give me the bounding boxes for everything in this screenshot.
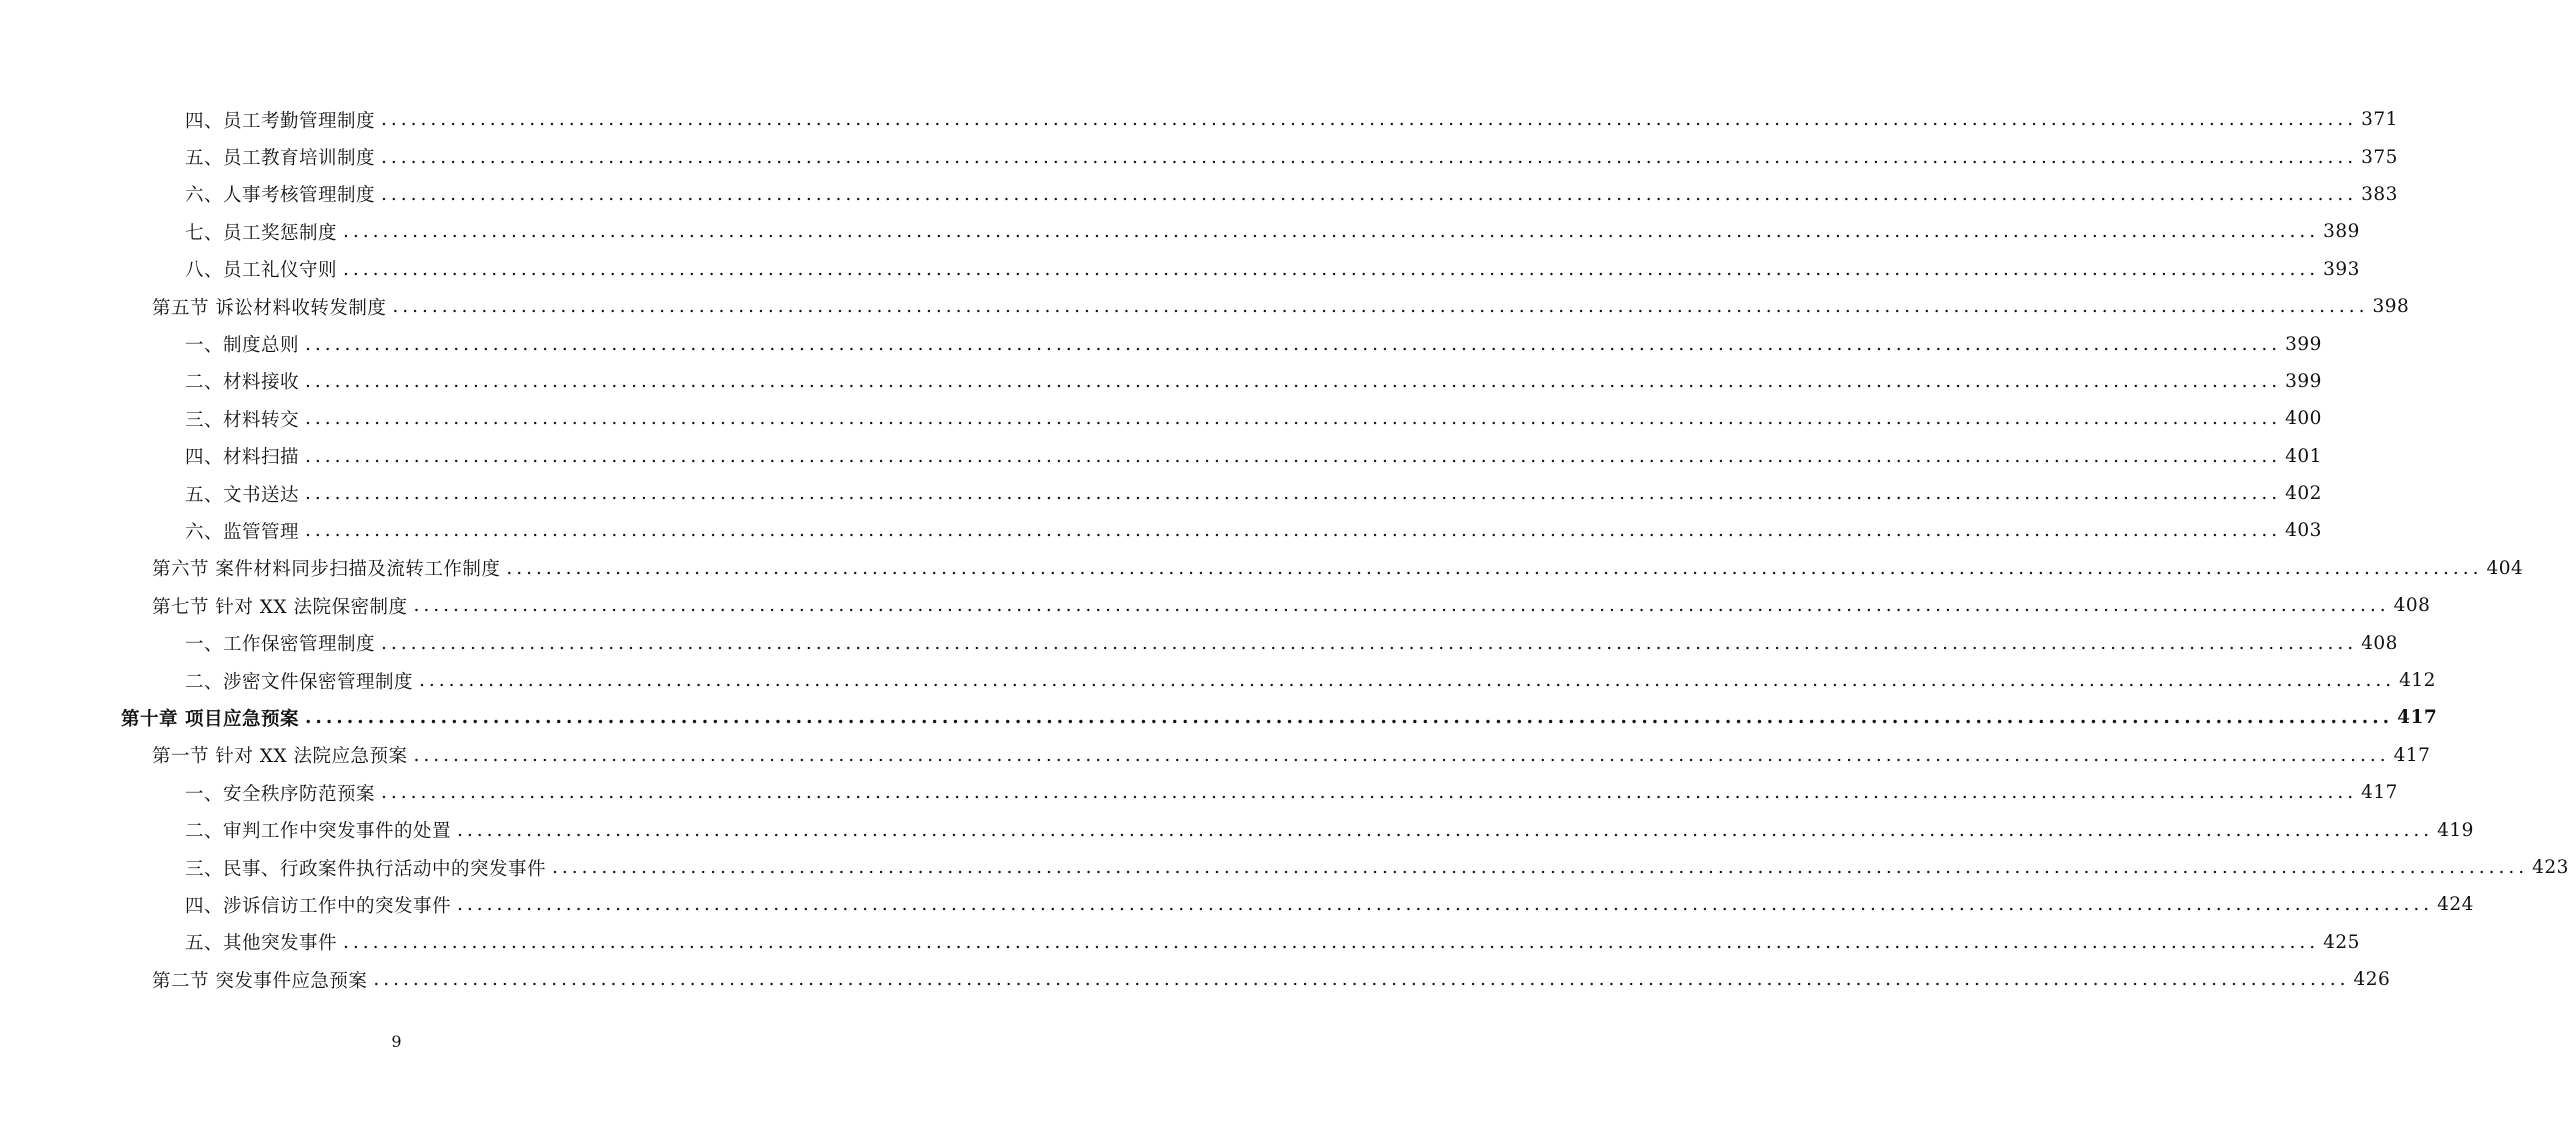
- toc-entry-page: 403: [2285, 520, 2322, 542]
- toc-entry-page: 423: [2532, 857, 2569, 878]
- toc-entry-title: 第十章 项目应急预案: [121, 705, 301, 731]
- toc-entry: [0, 438, 2322, 475]
- toc-entry: [0, 288, 2410, 325]
- toc-entry-title: 第七节 针对 XX 法院保密制度: [152, 593, 409, 619]
- toc-entry-page: 426: [2353, 969, 2391, 991]
- toc-leader-dots: ........................................................................................................................................................................................................: [552, 857, 2529, 878]
- toc-leader-dots: ........................................................................................................................................................................................................: [305, 445, 2282, 467]
- toc-entry: [0, 512, 2322, 549]
- toc-entry: [0, 251, 2360, 288]
- toc-leader-dots: ........................................................................................................................................................................................................: [381, 109, 2358, 131]
- toc-entry-title: 三、材料转交: [185, 406, 301, 432]
- toc-entry-title: 一、工作保密管理制度: [185, 630, 377, 656]
- toc-entry-page: 371: [2361, 109, 2398, 131]
- toc-entry-page: 401: [2285, 445, 2322, 467]
- toc-entry-page: 399: [2285, 333, 2322, 355]
- toc-entry: [0, 737, 2431, 774]
- toc-entry-title: 六、人事考核管理制度: [185, 181, 377, 207]
- toc-leader-dots: ........................................................................................................................................................................................................: [305, 520, 2282, 542]
- toc-leader-dots: ........................................................................................................................................................................................................: [392, 296, 2369, 318]
- toc-leader-dots: ........................................................................................................................................................................................................: [381, 782, 2358, 804]
- toc-leader-dots: ........................................................................................................................................................................................................: [373, 969, 2350, 991]
- toc-entry-title: 二、材料接收: [185, 368, 301, 394]
- toc-entry: [0, 699, 2438, 736]
- toc-leader-dots: ........................................................................................................................................................................................................: [413, 595, 2390, 617]
- toc-entry: [0, 213, 2360, 250]
- toc-leader-dots: ........................................................................................................................................................................................................: [506, 557, 2483, 579]
- toc-entry: [0, 774, 2398, 811]
- toc-leader-dots: ........................................................................................................................................................................................................: [419, 670, 2396, 692]
- toc-entry-title: 三、民事、行政案件执行活动中的突发事件: [185, 855, 548, 881]
- toc-entry-page: 419: [2437, 819, 2474, 841]
- toc-entry-page: 402: [2285, 483, 2322, 505]
- toc-entry-title: 四、员工考勤管理制度: [185, 107, 377, 133]
- toc-entry: [0, 325, 2322, 362]
- toc-entry-title: 二、涉密文件保密管理制度: [185, 668, 415, 694]
- toc-entry-page: 417: [2393, 744, 2431, 766]
- toc-entry: [0, 176, 2398, 213]
- toc-entry: [0, 550, 2524, 587]
- toc-leader-dots: ........................................................................................................................................................................................................: [381, 183, 2358, 205]
- toc-leader-dots: ........................................................................................................................................................................................................: [304, 707, 2394, 729]
- toc-entry: [0, 662, 2436, 699]
- toc-entry-title: 五、文书送达: [185, 481, 301, 507]
- toc-leader-dots: ........................................................................................................................................................................................................: [343, 221, 2320, 243]
- toc-entry-page: 393: [2323, 258, 2360, 280]
- toc-entry-title: 一、制度总则: [185, 331, 301, 357]
- toc-entry-title: 第六节 案件材料同步扫描及流转工作制度: [152, 555, 502, 581]
- toc-leader-dots: ........................................................................................................................................................................................................: [305, 370, 2282, 392]
- toc-entry-page: 424: [2437, 894, 2474, 916]
- toc-entry-page: 417: [2361, 782, 2398, 804]
- toc-entry-page: 383: [2361, 183, 2398, 205]
- toc-entry-page: 412: [2399, 670, 2436, 692]
- toc-leader-dots: ........................................................................................................................................................................................................: [343, 931, 2320, 953]
- toc-entry-title: 第五节 诉讼材料收转发制度: [152, 294, 388, 320]
- toc-entry: [0, 886, 2474, 923]
- toc-entry-title: 六、监管管理: [185, 518, 301, 544]
- toc-entry: [0, 849, 2569, 886]
- toc-entry-page: 398: [2372, 296, 2410, 318]
- page-number: 9: [391, 1032, 402, 1051]
- toc-entry-title: 四、材料扫描: [185, 443, 301, 469]
- toc-entry-title: 七、员工奖惩制度: [185, 219, 339, 245]
- toc-entry-page: 375: [2361, 146, 2398, 168]
- toc-entry-page: 399: [2285, 370, 2322, 392]
- toc-entry-title: 第一节 针对 XX 法院应急预案: [152, 742, 409, 768]
- toc-entry: [0, 961, 2391, 998]
- toc-leader-dots: ........................................................................................................................................................................................................: [305, 408, 2282, 430]
- toc-entry-title: 四、涉诉信访工作中的突发事件: [185, 892, 453, 918]
- toc-leader-dots: ........................................................................................................................................................................................................: [381, 632, 2358, 654]
- toc-leader-dots: ........................................................................................................................................................................................................: [457, 819, 2434, 841]
- toc-entry-title: 八、员工礼仪守则: [185, 256, 339, 282]
- toc-leader-dots: ........................................................................................................................................................................................................: [413, 744, 2390, 766]
- toc-entry-page: 425: [2323, 931, 2360, 953]
- toc-leader-dots: ........................................................................................................................................................................................................: [305, 483, 2282, 505]
- toc-leader-dots: ........................................................................................................................................................................................................: [457, 894, 2434, 916]
- toc-entry-page: 404: [2486, 557, 2524, 579]
- toc-entry-title: 一、安全秩序防范预案: [185, 780, 377, 806]
- toc-leader-dots: ........................................................................................................................................................................................................: [381, 146, 2358, 168]
- toc-entry-page: 408: [2393, 595, 2431, 617]
- toc-entry: [0, 811, 2474, 848]
- toc-entry: [0, 587, 2431, 624]
- toc-entry: [0, 400, 2322, 437]
- toc-entry-title: 五、员工教育培训制度: [185, 144, 377, 170]
- toc-entry-title: 五、其他突发事件: [185, 929, 339, 955]
- toc-leader-dots: ........................................................................................................................................................................................................: [343, 258, 2320, 280]
- toc-entry: [0, 363, 2322, 400]
- toc-entry: [0, 475, 2322, 512]
- toc-entry-title: 第二节 突发事件应急预案: [152, 967, 369, 993]
- toc-entry-title: 二、审判工作中突发事件的处置: [185, 817, 453, 843]
- toc-entry: [0, 924, 2360, 961]
- toc-entry-page: 389: [2323, 221, 2360, 243]
- toc-leader-dots: ........................................................................................................................................................................................................: [305, 333, 2282, 355]
- table-of-contents: [0, 101, 2569, 998]
- toc-entry: [0, 138, 2398, 175]
- toc-entry-page: 400: [2285, 408, 2322, 430]
- toc-entry-page: 417: [2397, 707, 2438, 729]
- toc-entry-page: 408: [2361, 632, 2398, 654]
- toc-entry: [0, 624, 2398, 661]
- toc-entry: [0, 101, 2398, 138]
